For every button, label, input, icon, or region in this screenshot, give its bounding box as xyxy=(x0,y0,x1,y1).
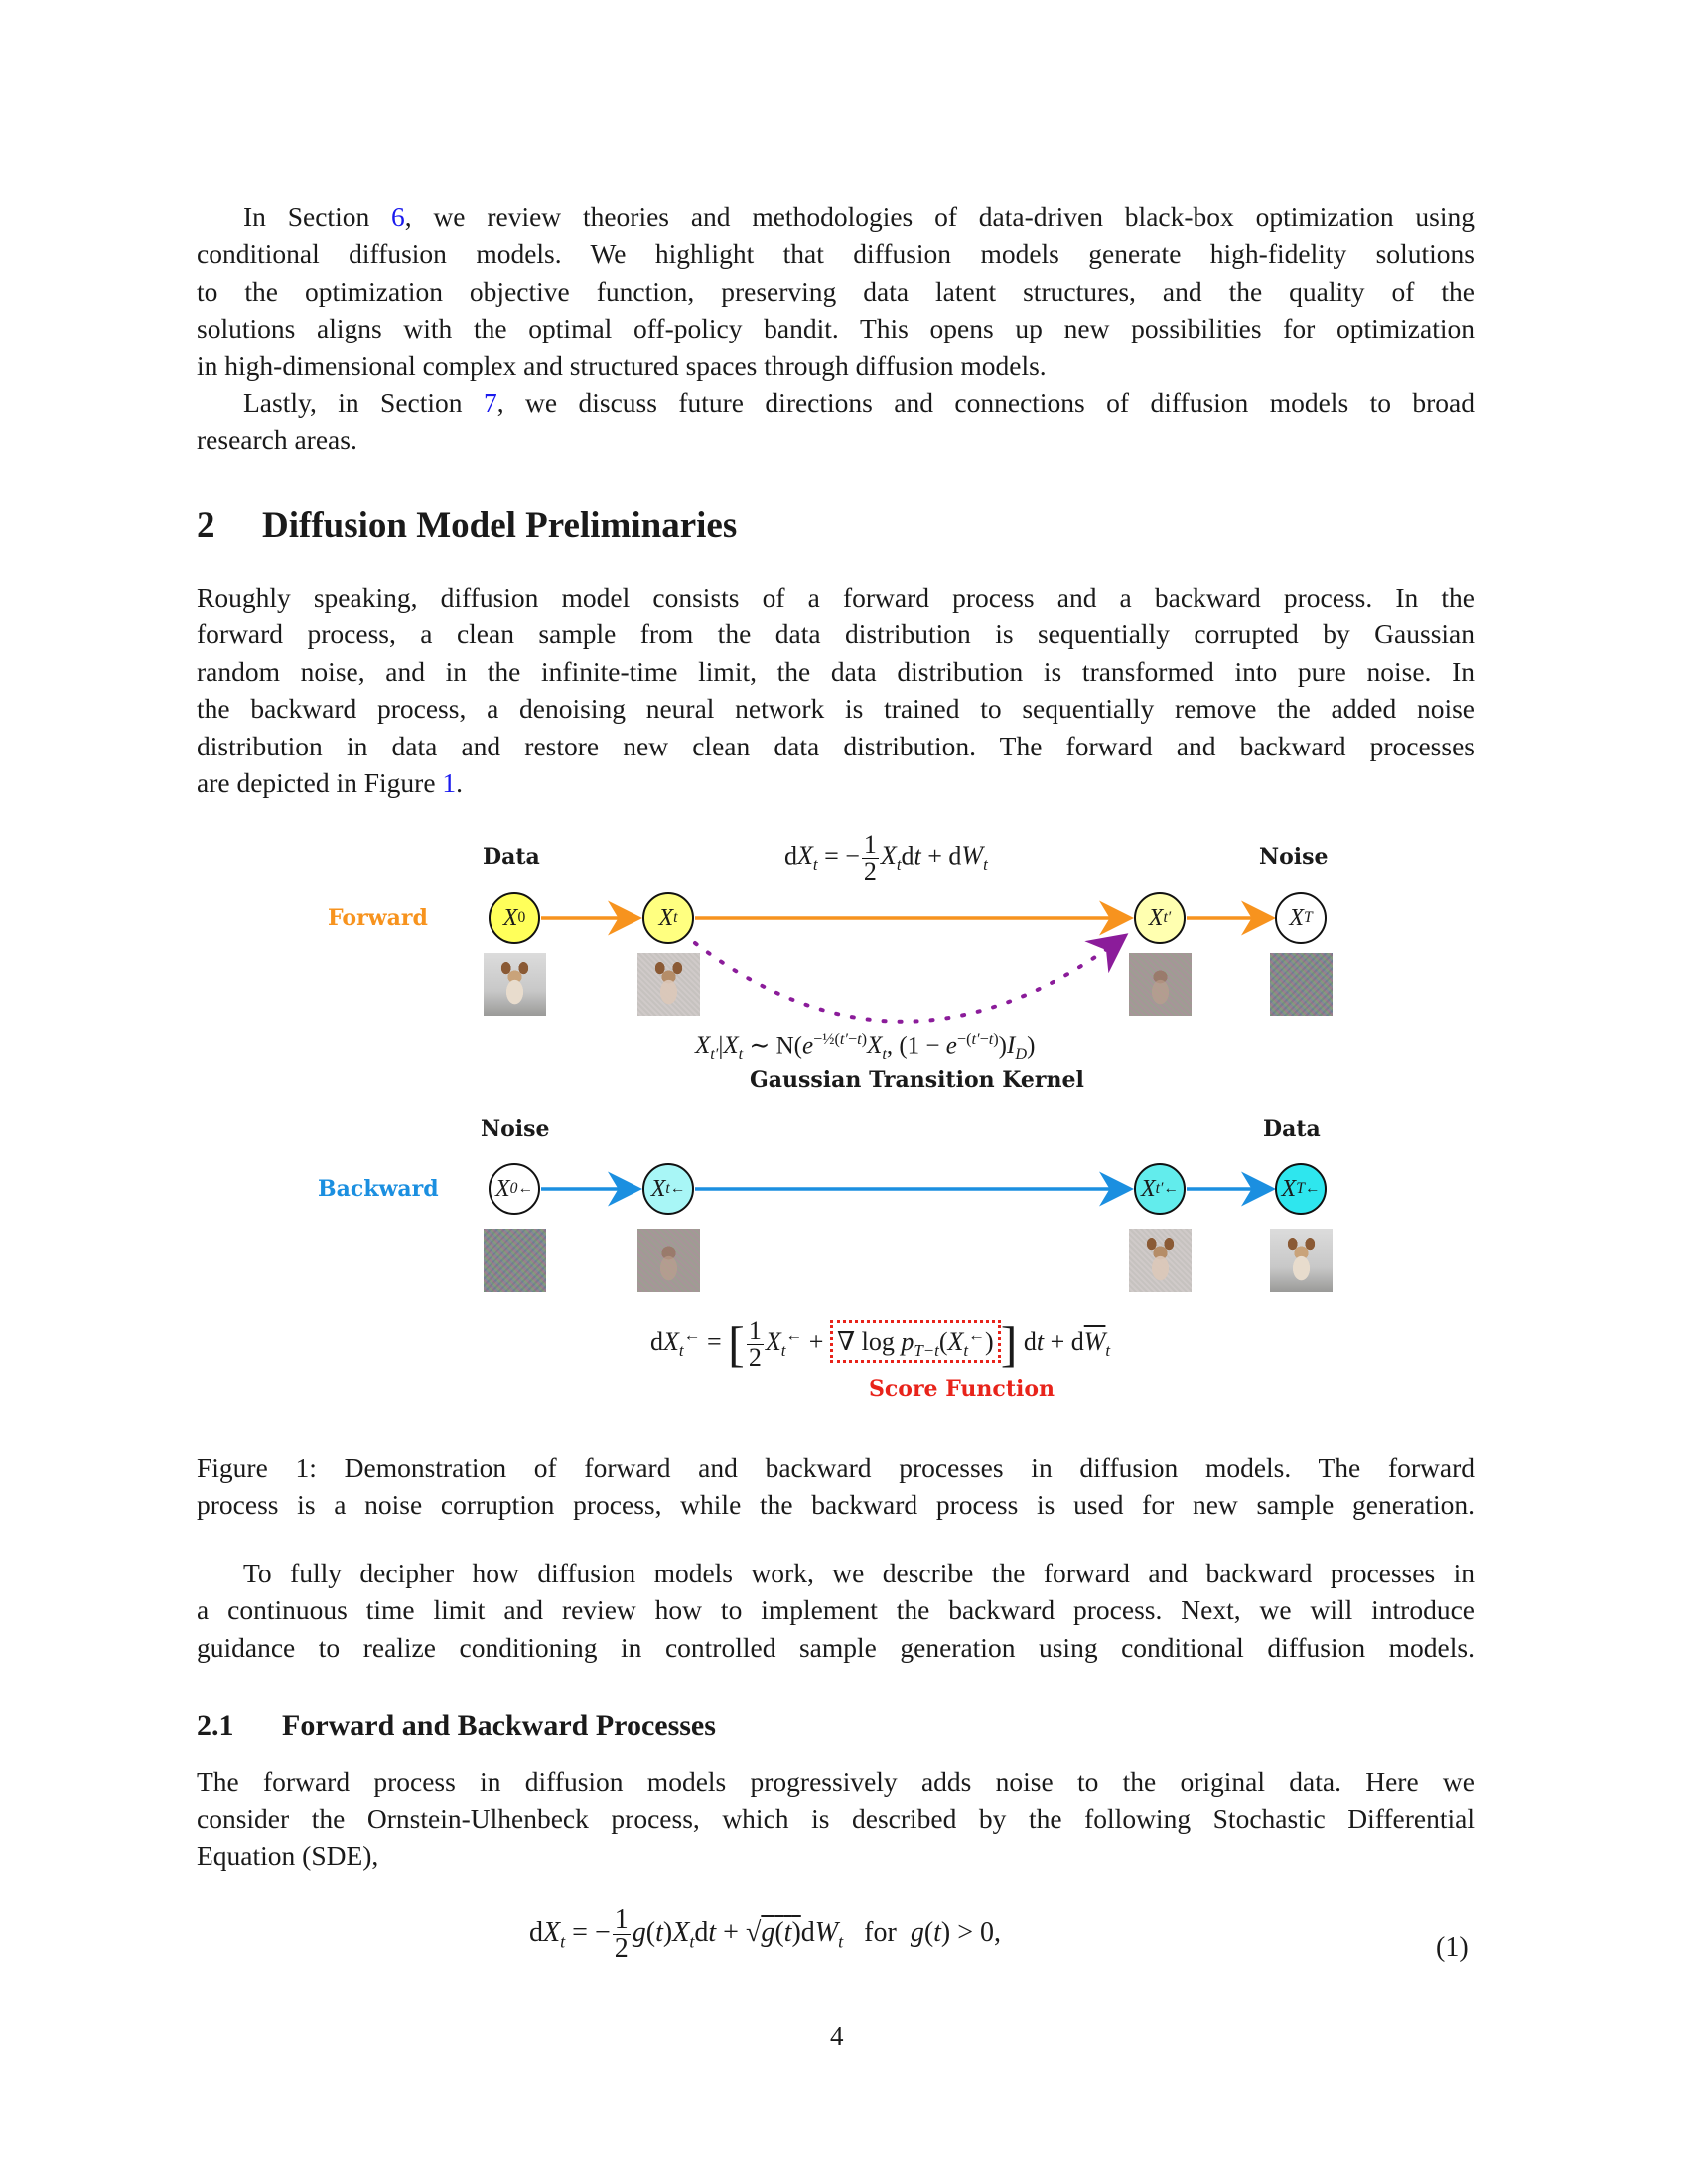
text-line: random noise, and in the infinite-time limit, the data distribution is transformed into pure noise. In xyxy=(197,655,1475,687)
text-line: research areas. xyxy=(197,424,357,456)
score-function-label: Score Function xyxy=(869,1376,1055,1402)
backward-noise-label: Noise xyxy=(481,1116,550,1142)
section-title: Diffusion Model Preliminaries xyxy=(262,505,738,546)
subsection-heading xyxy=(197,1709,716,1743)
forward-sde-equation: $dX_t$ = − $\frac{1}{2}$ $X_tdt + dW_t$ xyxy=(784,830,988,886)
kernel-formula: $X_{t'}|X_t$ ∼ $N(e^{-\frac{1}{2}(t'-t)}X_t$, $(1 - e^{-(t'-t)})I_D$) xyxy=(695,1030,1036,1064)
clean-dog-image xyxy=(484,953,546,1016)
text-line: In Section 6, we review theories and methodologies of data-driven black-box optimization using xyxy=(243,202,1475,232)
text-line: the backward process, a denoising neural network is trained to sequentially remove the added noise xyxy=(197,693,1475,725)
node-xt: X t xyxy=(642,892,694,944)
score-function-box: ∇ $\log p_{T-t}(X_t^\leftarrow)$ xyxy=(830,1320,1001,1363)
text-line: solutions aligns with the optimal off-policy bandit. This opens up new possibilities for optimization xyxy=(197,313,1475,344)
node-xT: X T xyxy=(1275,892,1327,944)
text-line: Equation (SDE), xyxy=(197,1840,379,1871)
equation-number: (1) xyxy=(1436,1932,1469,1963)
equation-1: $dX_t$ = − $\frac{1}{2}$ $g(t)X_tdt + √g(t)dW_t$ for g(t) > 0, xyxy=(529,1904,1002,1964)
text-line: Figure 1: Demonstration of forward and backward processes in diffusion models. The forward xyxy=(197,1452,1475,1483)
section-number: 2 xyxy=(197,505,215,546)
figure-caption xyxy=(197,1449,1475,1524)
section-6-link[interactable]: 6 xyxy=(391,202,405,232)
text-line: process is a noise corruption process, while the backward process is used for new sample generation. xyxy=(197,1489,1475,1521)
post-figure-paragraph xyxy=(197,1555,1475,1666)
text-line: To fully decipher how diffusion models work, we describe the forward and backward processes in xyxy=(243,1558,1475,1588)
slightly-noisy-dog-image xyxy=(637,953,700,1016)
subsection-paragraph xyxy=(197,1763,1475,1874)
node-xt-prime: X t′ xyxy=(1134,892,1186,944)
text-line: The forward process in diffusion models progressively adds noise to the original data. Here we xyxy=(197,1766,1475,1797)
node-xt-prime-reverse: X t′ ← xyxy=(1134,1163,1186,1215)
noisy-dog-image xyxy=(637,1229,700,1292)
backward-row-label: Backward xyxy=(318,1176,439,1202)
subsection-title: Forward and Backward Processes xyxy=(282,1709,716,1742)
text-line: a continuous time limit and review how to implement the backward process. Next, we will introduce xyxy=(197,1594,1475,1626)
page-number: 4 xyxy=(830,2021,844,2051)
text-line: guidance to realize conditioning in controlled sample generation using conditional diffusion models. xyxy=(197,1631,1475,1663)
clean-dog-image xyxy=(1270,1229,1333,1292)
text-line: are depicted in Figure 1. xyxy=(197,767,464,799)
text-line: consider the Ornstein-Ulhenbeck process, which is described by the following Stochastic Differential xyxy=(197,1803,1475,1835)
text-line: in high-dimensional complex and structured spaces through diffusion models. xyxy=(197,349,1047,381)
forward-noise-label: Noise xyxy=(1259,844,1329,870)
section-7-link[interactable]: 7 xyxy=(483,387,497,418)
node-xt-reverse: X t ← xyxy=(642,1163,694,1215)
forward-data-label: Data xyxy=(483,844,540,870)
node-x0: X 0 xyxy=(489,892,540,944)
slightly-noisy-dog-image xyxy=(1129,1229,1192,1292)
pure-noise-image xyxy=(484,1229,546,1292)
pure-noise-image xyxy=(1270,953,1333,1016)
text-line: forward process, a clean sample from the data distribution is sequentially corrupted by Gaussian xyxy=(197,618,1475,650)
subsection-number: 2.1 xyxy=(197,1709,234,1742)
node-xT-reverse: X T ← xyxy=(1275,1163,1327,1215)
backward-data-label: Data xyxy=(1263,1116,1321,1142)
backward-sde-equation: $dX_t^\leftarrow$ = [ $\frac{1}{2}$ $X_t^\leftarrow$ + ∇ $\log p_{T-t}(X_t^\leftarrow)$ ] dt + $d\overline{W}_t$ xyxy=(650,1315,1111,1372)
text-line: Roughly speaking, diffusion model consists of a forward process and a backward process. In the xyxy=(197,582,1475,613)
text-line: conditional diffusion models. We highlight that diffusion models generate high-fidelity solutions xyxy=(197,238,1475,270)
figure-1-link[interactable]: 1 xyxy=(442,767,457,799)
node-x0-reverse: X 0 ← xyxy=(489,1163,540,1215)
text-line: distribution in data and restore new clean data distribution. The forward and backward processes xyxy=(197,730,1475,761)
text-line: to the optimization objective function, preserving data latent structures, and the quality of the xyxy=(197,275,1475,307)
noisy-dog-image xyxy=(1129,953,1192,1016)
kernel-label: Gaussian Transition Kernel xyxy=(750,1067,1084,1093)
forward-row-label: Forward xyxy=(328,905,428,931)
text-line: Lastly, in Section 7, we discuss future directions and connections of diffusion models to broad xyxy=(243,387,1475,418)
